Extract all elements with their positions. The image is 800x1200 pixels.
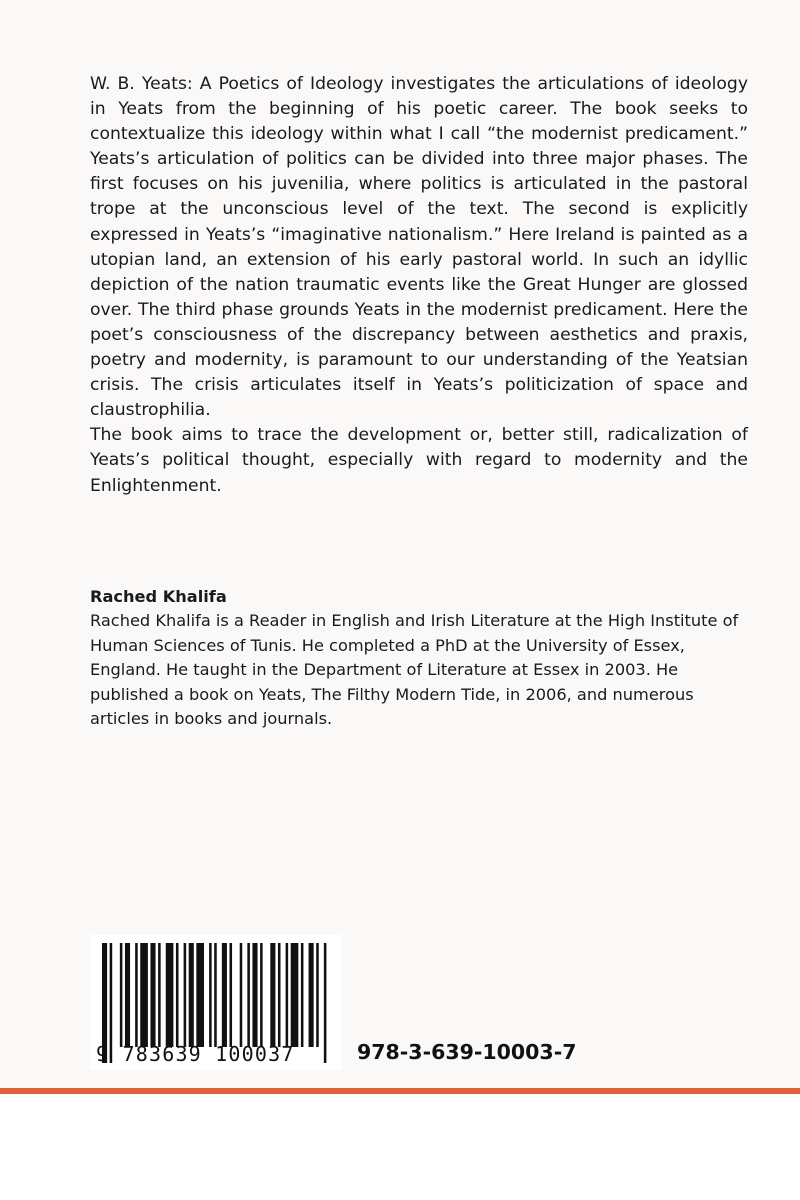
- book-description: [90, 72, 748, 499]
- barcode-bar: [176, 943, 179, 1047]
- barcode-bar: [184, 943, 187, 1047]
- barcode-bar: [278, 943, 281, 1047]
- barcode-bar: [240, 943, 243, 1047]
- barcode-bar: [222, 943, 227, 1047]
- barcode-bar: [120, 943, 123, 1047]
- barcode-bar: [301, 943, 304, 1047]
- barcode-bar: [140, 943, 148, 1047]
- description-paragraph-2: The book aims to trace the development or, better still, radicalization of Yeats’s political thought, especially with regard to modernity and the Enlightenment.: [90, 425, 748, 496]
- barcode-bar: [252, 943, 257, 1047]
- author-bio: Rached Khalifa is a Reader in English and Irish Literature at the High Institute of Human Sciences of Tunis. He completed a PhD at the University of Essex, England. He taught in the Department of Literature at Essex in 2003. He published a book on Yeats, The Filthy Modern Tide, in 2006, and numerous articles in books and journals.: [90, 611, 739, 729]
- barcode-bar: [135, 943, 138, 1047]
- bottom-margin: [0, 1094, 800, 1200]
- barcode-bar: [316, 943, 319, 1047]
- barcode-bar: [125, 943, 130, 1047]
- barcode-bar: [270, 943, 275, 1047]
- barcode-bar: [309, 943, 314, 1047]
- author-section: [90, 585, 755, 731]
- barcode-bar: [158, 943, 161, 1047]
- barcode-bar: [286, 943, 289, 1047]
- author-name: Rached Khalifa: [90, 587, 227, 606]
- isbn-number: 978-3-639-10003-7: [357, 1040, 577, 1064]
- barcode-bar: [291, 943, 299, 1047]
- barcode-bar: [150, 943, 155, 1047]
- barcode-bar: [260, 943, 263, 1047]
- barcode-bar: [166, 943, 174, 1047]
- barcode-bar: [214, 943, 217, 1047]
- description-paragraph-1: W. B. Yeats: A Poetics of Ideology investigates the articulations of ideology in Yeats from the beginning of his poetic career. The book seeks to contextualize this ideology within what I call “the modernist predicament.” Yeats’s articulation of politics can be divided into three major phases. The first focuses on his juvenilia, where politics is articulated in the pastoral trope at the unconscious level of the text. The second is explicitly expressed in Yeats’s “imaginative nationalism.” Here Ireland is painted as a utopian land, an extension of his early pastoral world. In such an idyllic depiction of the nation traumatic events like the Great Hunger are glossed over. The third phase grounds Yeats in the modernist predicament. Here the poet’s consciousness of the discrepancy between aesthetics and praxis, poetry and modernity, is paramount to our understanding of the Yeatsian crisis. The crisis articulates itself in Yeats’s politicization of space and claustrophilia.: [90, 74, 748, 421]
- barcode-bar: [189, 943, 194, 1047]
- barcode-digits: 9 783639 100037: [96, 1042, 295, 1066]
- barcode-bar: [247, 943, 250, 1047]
- barcode-bar: [230, 943, 233, 1047]
- barcode-bar: [209, 943, 212, 1047]
- barcode-bar: [196, 943, 204, 1047]
